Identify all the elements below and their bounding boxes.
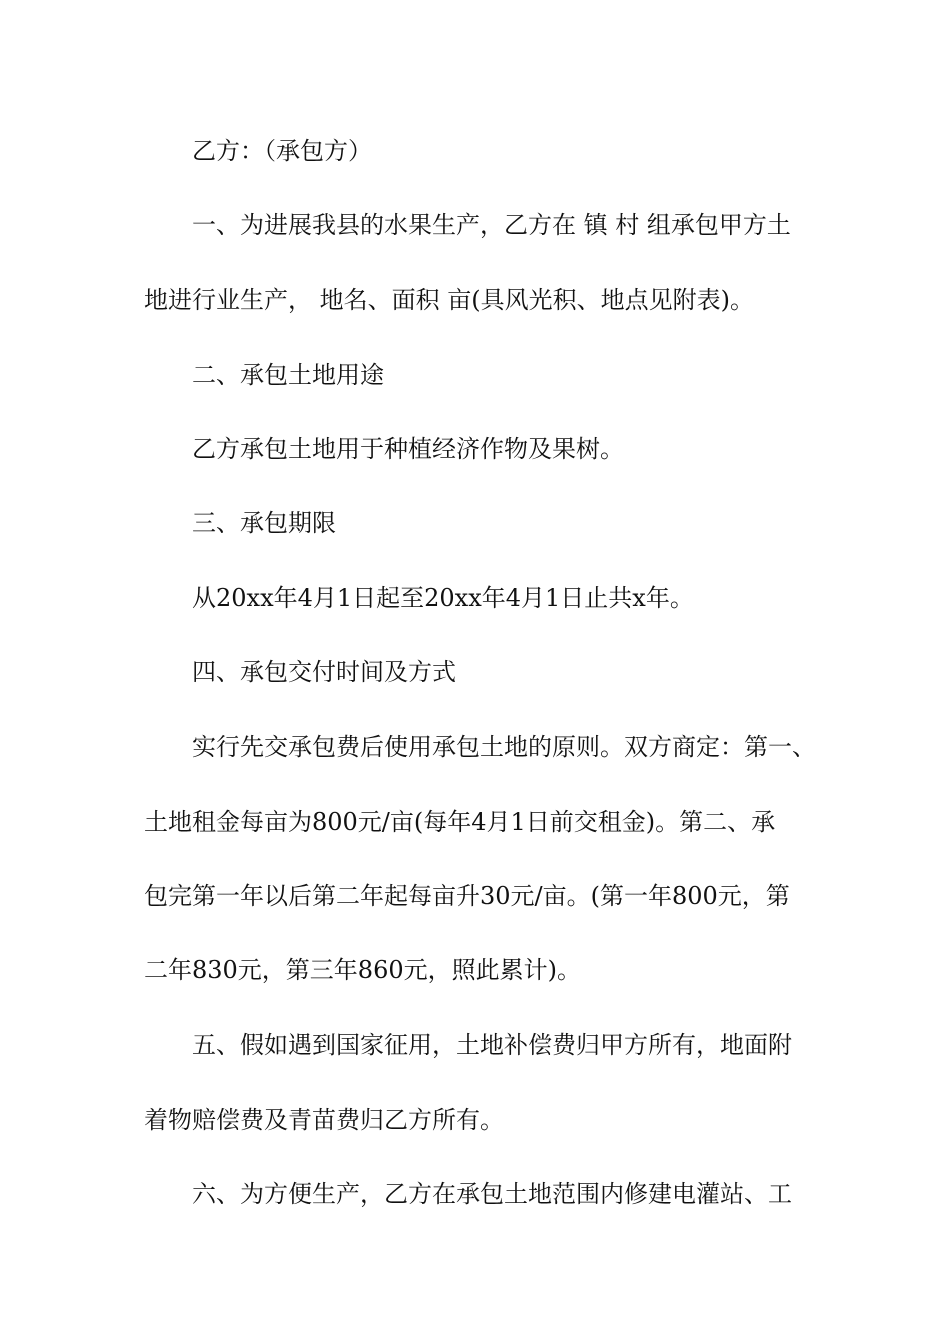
clause-6-line-1: 六、为方便生产，乙方在承包土地范围内修建电灌站、工	[192, 1180, 792, 1208]
clause-5-line-2: 着物赔偿费及青苗费归乙方所有。	[144, 1106, 504, 1134]
party-b-line: 乙方：（承包方）	[192, 137, 372, 165]
clause-1-line-2: 地进行业生产， 地名、面积 亩(具风光积、地点见附表)。	[144, 286, 754, 314]
clause-4-line-4: 二年830元，第三年860元，照此累计)。	[144, 956, 581, 984]
clause-4-heading: 四、承包交付时间及方式	[192, 658, 456, 686]
clause-1-line-1: 一、为进展我县的水果生产，乙方在 镇 村 组承包甲方土	[192, 211, 791, 239]
clause-3-heading: 三、承包期限	[192, 509, 336, 537]
clause-4-line-1: 实行先交承包费后使用承包土地的原则。双方商定：第一、	[192, 733, 816, 761]
clause-4-line-3: 包完第一年以后第二年起每亩升30元/亩。(第一年800元，第	[144, 882, 790, 910]
clause-2-heading: 二、承包土地用途	[192, 361, 384, 389]
clause-2-body: 乙方承包土地用于种植经济作物及果树。	[192, 435, 624, 463]
clause-4-line-2: 土地租金每亩为800元/亩(每年4月1日前交租金)。第二、承	[144, 808, 776, 836]
clause-5-line-1: 五、假如遇到国家征用，土地补偿费归甲方所有，地面附	[192, 1031, 792, 1059]
clause-3-body: 从20xx年4月1日起至20xx年4月1日止共x年。	[192, 584, 694, 612]
